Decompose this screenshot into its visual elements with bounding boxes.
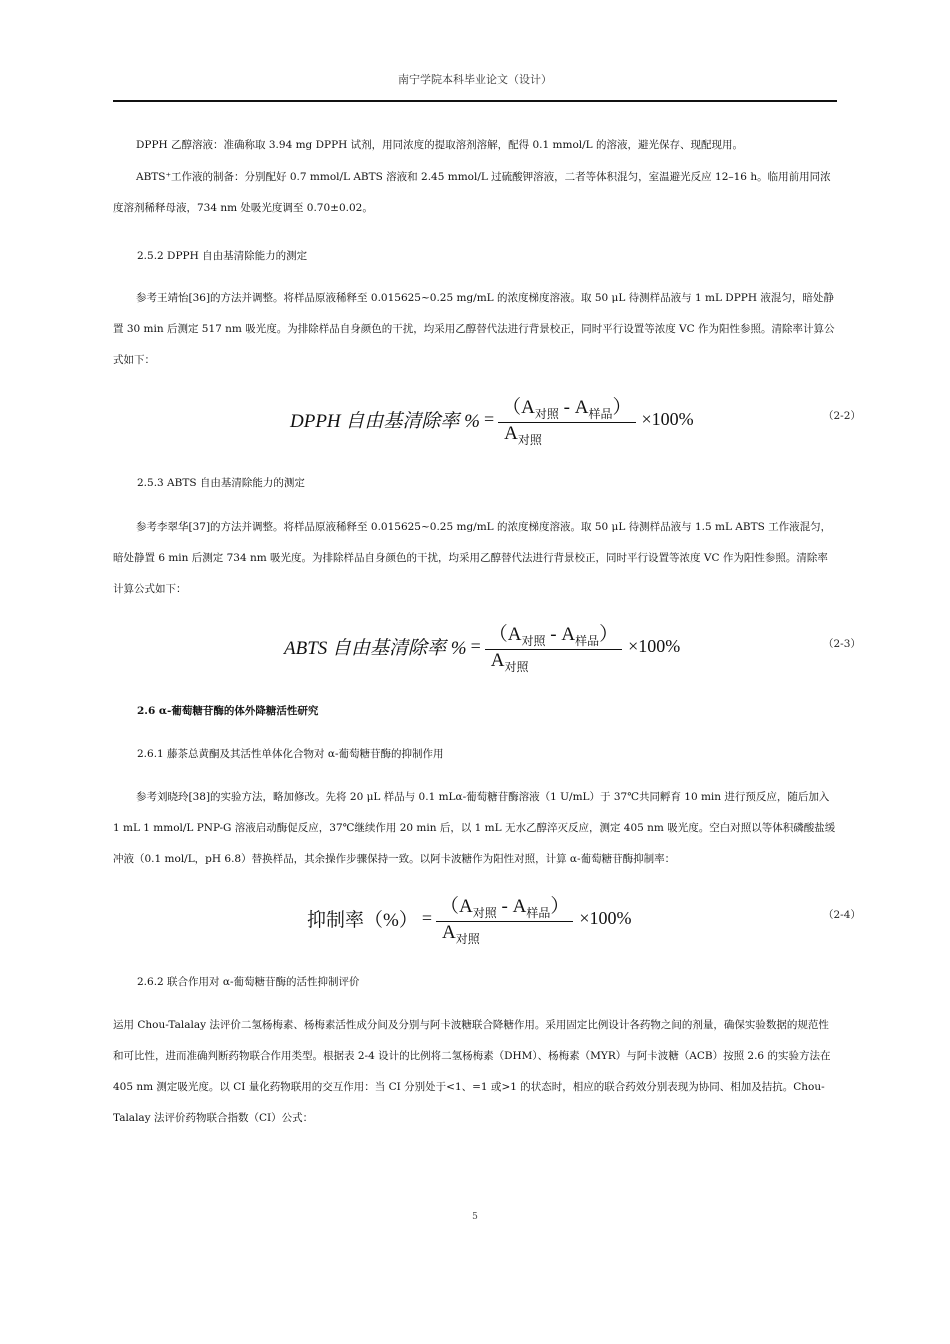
heading-2-5-3: 2.5.3 ABTS 自由基清除能力的测定 <box>137 477 305 489</box>
equation-number-2-4: （2-4） <box>823 909 861 921</box>
denominator: $A_{对照}$ <box>485 649 622 675</box>
header-rule <box>113 100 837 102</box>
paragraph-enzyme-method: 参考刘晓玲[38]的实验方法，略加修改。先将 20 μL 样品与 0.1 mLα-葡萄糖苷酶溶液（1 U/mL）于 37℃共同孵育 10 min 进行预反应，随后加入 1 mL 1 mmol/L PNP-G 溶液启动酶促反应，37℃继续作用 20 min 后，以 1 mL 无水乙醇淬灭反应，测定 405 nm 吸光度。空白对照以等体积磷酸盐缓冲液（0.1 mol/L，pH 6.8）替换样品，其余操作步骤保持一致。以阿卡波糖作为阳性对照，计算 α-葡萄糖苷酶抑制率： <box>113 791 836 865</box>
equation-lhs: DPPH 自由基清除率 % <box>290 411 480 433</box>
heading-2-6: 2.6 α-葡萄糖苷酶的体外降糖活性研究 <box>137 705 319 717</box>
equation-lhs: 抑制率（%） <box>307 910 418 932</box>
fraction <box>436 891 573 947</box>
equation-number-2-2: （2-2） <box>823 410 861 422</box>
fraction <box>485 619 622 675</box>
equation-number-2-3: （2-3） <box>823 638 861 650</box>
multiplier: ×100% <box>641 409 694 430</box>
page-number: 5 <box>472 1212 478 1222</box>
running-header: 南宁学院本科毕业论文（设计） <box>398 73 552 86</box>
denominator: $A_{对照}$ <box>498 422 635 448</box>
numerator: $(A_{对照} - A_{样品})$ <box>488 624 619 648</box>
equation-2-2 <box>290 392 694 448</box>
paragraph-dpph-method: 参考王靖怡[36]的方法并调整。将样品原液稀释至 0.015625~0.25 mg/mL 的浓度梯度溶液。取 50 μL 待测样品液与 1 mL DPPH 液混匀，暗处静置 30 min 后测定 517 nm 吸光度。为排除样品自身颜色的干扰，均采用乙醇替代法进行背景校正，同时平行设置等浓度 VC 作为阳性参照。清除率计算公式如下： <box>113 292 835 366</box>
equals-sign: = <box>483 409 495 430</box>
equation-lhs: ABTS 自由基清除率 % <box>284 638 467 660</box>
paragraph-dpph-solution: DPPH 乙醇溶液：准确称取 3.94 mg DPPH 试剂，用同浓度的提取溶剂溶解，配得 0.1 mmol/L 的溶液，避光保存、现配现用。 <box>136 139 743 151</box>
equals-sign: = <box>421 908 432 929</box>
multiplier: ×100% <box>579 908 632 929</box>
numerator: $(A_{对照} - A_{样品})$ <box>502 397 632 421</box>
multiplier: ×100% <box>628 636 681 657</box>
paragraph-abts-method: 参考李翠华[37]的方法并调整。将样品原液稀释至 0.015625~0.25 mg/mL 的浓度梯度溶液。取 50 μL 待测样品液与 1.5 mL ABTS 工作液混匀，暗处静置 6 min 后测定 734 nm 吸光度。为排除样品自身颜色的干扰，均采用乙醇替代法进行背景校正，同时平行设置等浓度 VC 作为阳性参照。清除率计算公式如下： <box>113 521 832 595</box>
equals-sign: = <box>470 636 481 657</box>
paragraph-abts-solution: ABTS⁺工作液的制备：分别配好 0.7 mmol/L ABTS 溶液和 2.45 mmol/L 过硫酸钾溶液，二者等体积混匀，室温避光反应 12–16 h。临用前用同浓度溶剂稀释母液，734 nm 处吸光度调至 0.70±0.02。 <box>113 171 831 214</box>
equation-2-4 <box>307 891 632 947</box>
numerator: $(A_{对照} - A_{样品})$ <box>439 896 570 920</box>
paragraph-chou-talalay: 运用 Chou-Talalay 法评价二氢杨梅素、杨梅素活性成分间及分别与阿卡波糖联合降糖作用。采用固定比例设计各药物之间的剂量，确保实验数据的规范性和可比性，进而准确判断药物联合作用类型。根据表 2-4 设计的比例将二氢杨梅素（DHM）、杨梅素（MYR）与阿卡波糖（ACB）按照 2.6 的实验方法在 405 nm 测定吸光度。以 CI 量化药物联用的交互作用：当 CI 分别处于<1、=1 或>1 的状态时，相应的联合药效分别表现为协同、相加及拮抗。Chou-Talalay 法评价药物联合指数（CI）公式： <box>113 1019 831 1124</box>
heading-2-6-1: 2.6.1 藤茶总黄酮及其活性单体化合物对 α-葡萄糖苷酶的抑制作用 <box>137 748 444 760</box>
denominator: $A_{对照}$ <box>436 921 573 947</box>
heading-2-6-2: 2.6.2 联合作用对 α-葡萄糖苷酶的活性抑制评价 <box>137 976 360 988</box>
heading-2-5-2: 2.5.2 DPPH 自由基清除能力的测定 <box>137 250 308 262</box>
fraction <box>498 392 635 448</box>
equation-2-3 <box>284 619 680 675</box>
